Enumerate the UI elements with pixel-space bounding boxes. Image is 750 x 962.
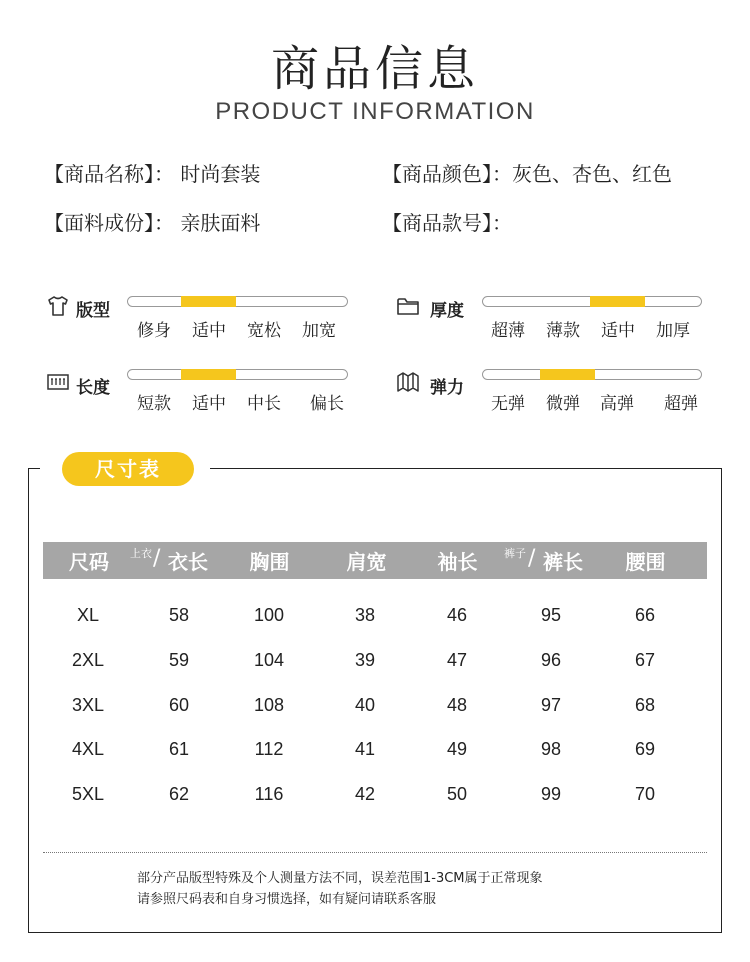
fold-icon xyxy=(396,370,420,394)
table-cell: 50 xyxy=(446,784,468,804)
ruler-icon xyxy=(46,370,70,394)
table-cell: 40 xyxy=(354,695,376,715)
scale-option: 微弹 xyxy=(546,394,580,414)
table-cell: 108 xyxy=(253,695,285,715)
table-cell: 95 xyxy=(540,605,562,625)
scale-option: 短款 xyxy=(137,394,171,414)
table-cell: 41 xyxy=(354,739,376,759)
table-cell: 112 xyxy=(254,739,284,759)
scale-option: 宽松 xyxy=(247,321,281,341)
scale-track-fit xyxy=(127,296,348,307)
info-product-name: 【商品名称】： 时尚套装 xyxy=(44,162,261,186)
scale-track-thickness xyxy=(482,296,702,307)
table-cell: 66 xyxy=(634,605,656,625)
scale-option: 超薄 xyxy=(491,321,525,341)
scale-option: 加宽 xyxy=(302,321,336,341)
header-top-prefix: 上衣 xyxy=(130,547,152,560)
table-cell: 97 xyxy=(540,695,562,715)
size-table-title: 尺寸表 xyxy=(62,452,194,486)
scale-option: 超弹 xyxy=(664,394,698,414)
page-subtitle: PRODUCT INFORMATION xyxy=(215,98,535,125)
header-slash: / xyxy=(528,546,536,571)
scale-option: 适中 xyxy=(192,321,226,341)
header-sleeve: 袖长 xyxy=(437,550,478,574)
table-cell: 38 xyxy=(354,605,376,625)
table-cell: 100 xyxy=(253,605,285,625)
table-cell: 47 xyxy=(446,650,468,670)
info-product-color: 【商品颜色】：灰色、杏色、红色 xyxy=(382,162,672,186)
table-cell: 98 xyxy=(540,739,562,759)
table-cell: 69 xyxy=(634,739,656,759)
header-slash: / xyxy=(153,546,161,571)
header-waist: 腰围 xyxy=(625,550,666,574)
size-cell: XL xyxy=(76,605,100,625)
size-cell: 4XL xyxy=(71,739,105,759)
page-title: 商品信息 xyxy=(270,41,479,97)
table-cell: 96 xyxy=(540,650,562,670)
scale-option: 适中 xyxy=(601,321,635,341)
table-cell: 61 xyxy=(168,739,190,759)
divider xyxy=(43,852,707,853)
tshirt-icon xyxy=(46,294,70,318)
scale-fill-length xyxy=(181,369,236,380)
size-cell: 2XL xyxy=(71,650,105,670)
header-pants-prefix: 裤子 xyxy=(504,547,526,560)
scale-label-thickness: 厚度 xyxy=(430,301,464,321)
scale-label-length: 长度 xyxy=(76,378,110,398)
scale-fill-thickness xyxy=(590,296,645,307)
table-cell: 49 xyxy=(446,739,468,759)
scale-option: 修身 xyxy=(137,321,171,341)
header-chest: 胸围 xyxy=(249,550,290,574)
table-cell: 104 xyxy=(253,650,285,670)
table-cell: 68 xyxy=(634,695,656,715)
header-shoulder: 肩宽 xyxy=(346,550,387,574)
size-table-header xyxy=(43,542,707,579)
table-cell: 48 xyxy=(446,695,468,715)
scale-option: 无弹 xyxy=(491,394,525,414)
table-cell: 99 xyxy=(540,784,562,804)
size-cell: 3XL xyxy=(71,695,105,715)
scale-track-length xyxy=(127,369,348,380)
table-cell: 39 xyxy=(354,650,376,670)
size-cell: 5XL xyxy=(71,784,105,804)
scale-option: 中长 xyxy=(247,394,281,414)
note-line-1: 部分产品版型特殊及个人测量方法不同，误差范围1-3CM属于正常现象 xyxy=(137,871,543,886)
info-fabric: 【面料成份】： 亲肤面料 xyxy=(44,211,261,235)
table-cell: 59 xyxy=(168,650,190,670)
header-top-length: 衣长 xyxy=(168,550,208,574)
note-line-2: 请参照尺码表和自身习惯选择，如有疑问请联系客服 xyxy=(137,892,437,907)
info-style-number: 【商品款号】： xyxy=(382,211,512,235)
table-cell: 67 xyxy=(634,650,656,670)
scale-track-elasticity xyxy=(482,369,702,380)
header-pants-length: 裤长 xyxy=(543,550,583,574)
scale-label-fit: 版型 xyxy=(76,301,110,321)
scale-option: 高弹 xyxy=(600,394,634,414)
scale-option: 加厚 xyxy=(656,321,690,341)
scale-option: 适中 xyxy=(192,394,226,414)
scale-fill-elasticity xyxy=(540,369,595,380)
scale-option: 偏长 xyxy=(310,394,344,414)
scale-option: 薄款 xyxy=(546,321,580,341)
table-cell: 116 xyxy=(254,784,284,804)
table-cell: 42 xyxy=(354,784,376,804)
table-cell: 62 xyxy=(168,784,190,804)
table-cell: 70 xyxy=(634,784,656,804)
table-cell: 60 xyxy=(168,695,190,715)
scale-label-elasticity: 弹力 xyxy=(430,378,464,398)
table-cell: 58 xyxy=(168,605,190,625)
table-cell: 46 xyxy=(446,605,468,625)
scale-fill-fit xyxy=(181,296,236,307)
header-size: 尺码 xyxy=(69,550,109,574)
folder-icon xyxy=(396,294,420,318)
